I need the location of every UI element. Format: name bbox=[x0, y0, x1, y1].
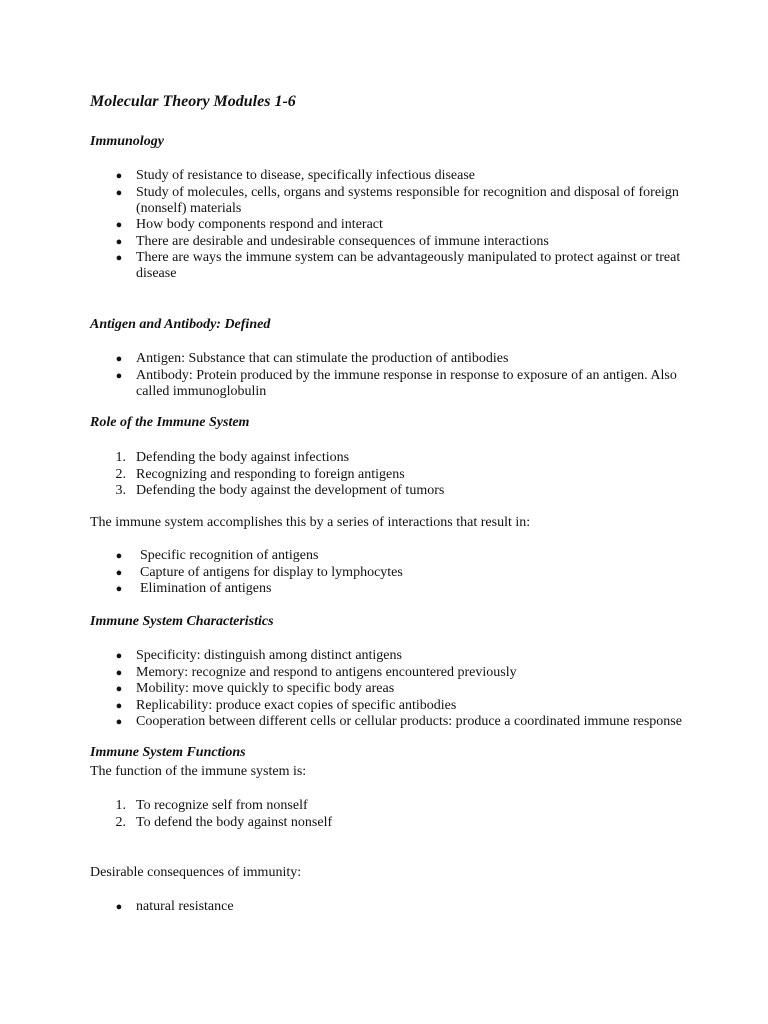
list-item: ● Replicability: produce exact copies of specific antibodies bbox=[112, 698, 712, 714]
bullet-icon: ● bbox=[115, 252, 123, 264]
page-title: Molecular Theory Modules 1-6 bbox=[90, 93, 296, 110]
section-heading-antigen-antibody: Antigen and Antibody: Defined bbox=[90, 317, 271, 332]
bullet-icon: ● bbox=[115, 901, 123, 913]
role-paragraph: The immune system accomplishes this by a series of interactions that result in: bbox=[90, 515, 531, 530]
bullet-icon: ● bbox=[115, 170, 123, 182]
bullet-icon: ● bbox=[115, 186, 123, 199]
section-heading-functions: Immune System Functions bbox=[90, 745, 246, 760]
bullet-icon: ● bbox=[115, 550, 123, 562]
list-item: ● Mobility: move quickly to specific body areas bbox=[112, 681, 712, 697]
functions-paragraph: The function of the immune system is: bbox=[90, 764, 307, 779]
list-item: ● There are desirable and undesirable consequences of immune interactions bbox=[112, 234, 682, 250]
list-item: ● natural resistance bbox=[112, 899, 682, 915]
list-number: 2. bbox=[115, 466, 126, 482]
list-item: ● Memory: recognize and respond to antigens encountered previously bbox=[112, 665, 712, 681]
bullet-icon: ● bbox=[115, 650, 123, 662]
list-number: 2. bbox=[115, 814, 126, 830]
list-item: 2. To defend the body against nonself bbox=[112, 815, 682, 831]
bullet-icon: ● bbox=[115, 235, 123, 248]
characteristics-list bbox=[112, 648, 712, 731]
list-item: 3. Defending the body against the development of tumors bbox=[112, 483, 682, 499]
list-item: ● Study of resistance to disease, specifically infectious disease bbox=[112, 168, 682, 184]
list-number: 3. bbox=[115, 483, 126, 498]
list-item: 2. Recognizing and responding to foreign antigens bbox=[112, 467, 682, 483]
list-item: ● How body components respond and interact bbox=[112, 217, 682, 233]
list-item: 1. Defending the body against infections bbox=[112, 450, 682, 466]
section-heading-characteristics: Immune System Characteristics bbox=[90, 614, 274, 629]
list-item: ● Study of molecules, cells, organs and systems responsible for recognition and disposal of foreign (nonself) materials bbox=[112, 185, 682, 217]
bullet-icon: ● bbox=[115, 353, 123, 365]
bullet-icon: ● bbox=[115, 699, 123, 712]
bullet-icon: ● bbox=[115, 369, 123, 382]
desirable-paragraph: Desirable consequences of immunity: bbox=[90, 865, 302, 880]
list-item: ● Capture of antigens for display to lymphocytes bbox=[112, 565, 682, 581]
bullet-icon: ● bbox=[115, 583, 123, 595]
list-number: 1. bbox=[115, 450, 126, 465]
bullet-icon: ● bbox=[115, 716, 123, 728]
functions-list bbox=[112, 798, 682, 831]
bullet-icon: ● bbox=[115, 566, 123, 579]
list-item: 1. To recognize self from nonself bbox=[112, 798, 682, 814]
role-list bbox=[112, 450, 682, 500]
list-item: ● Antigen: Substance that can stimulate the production of antibodies bbox=[112, 351, 682, 367]
list-item: ● Antibody: Protein produced by the immune response in response to exposure of an antigen. Also called immunoglobulin bbox=[112, 368, 682, 400]
role-result-list bbox=[112, 548, 682, 598]
bullet-icon: ● bbox=[115, 666, 123, 679]
section-heading-immunology: Immunology bbox=[90, 134, 164, 149]
antigen-list bbox=[112, 351, 682, 400]
list-item: ● Cooperation between different cells or cellular products: produce a coordinated immune response bbox=[112, 714, 712, 730]
section-heading-role: Role of the Immune System bbox=[90, 415, 250, 430]
list-item: ● Specific recognition of antigens bbox=[112, 548, 682, 564]
list-item: ● Elimination of antigens bbox=[112, 581, 682, 597]
bullet-icon: ● bbox=[115, 683, 123, 695]
immunology-list bbox=[112, 168, 682, 283]
desirable-list bbox=[112, 899, 682, 916]
list-item: ● There are ways the immune system can be advantageously manipulated to protect against or treat disease bbox=[112, 250, 682, 282]
list-number: 1. bbox=[115, 798, 126, 813]
bullet-icon: ● bbox=[115, 219, 123, 231]
list-item: ● Specificity: distinguish among distinct antigens bbox=[112, 648, 712, 664]
